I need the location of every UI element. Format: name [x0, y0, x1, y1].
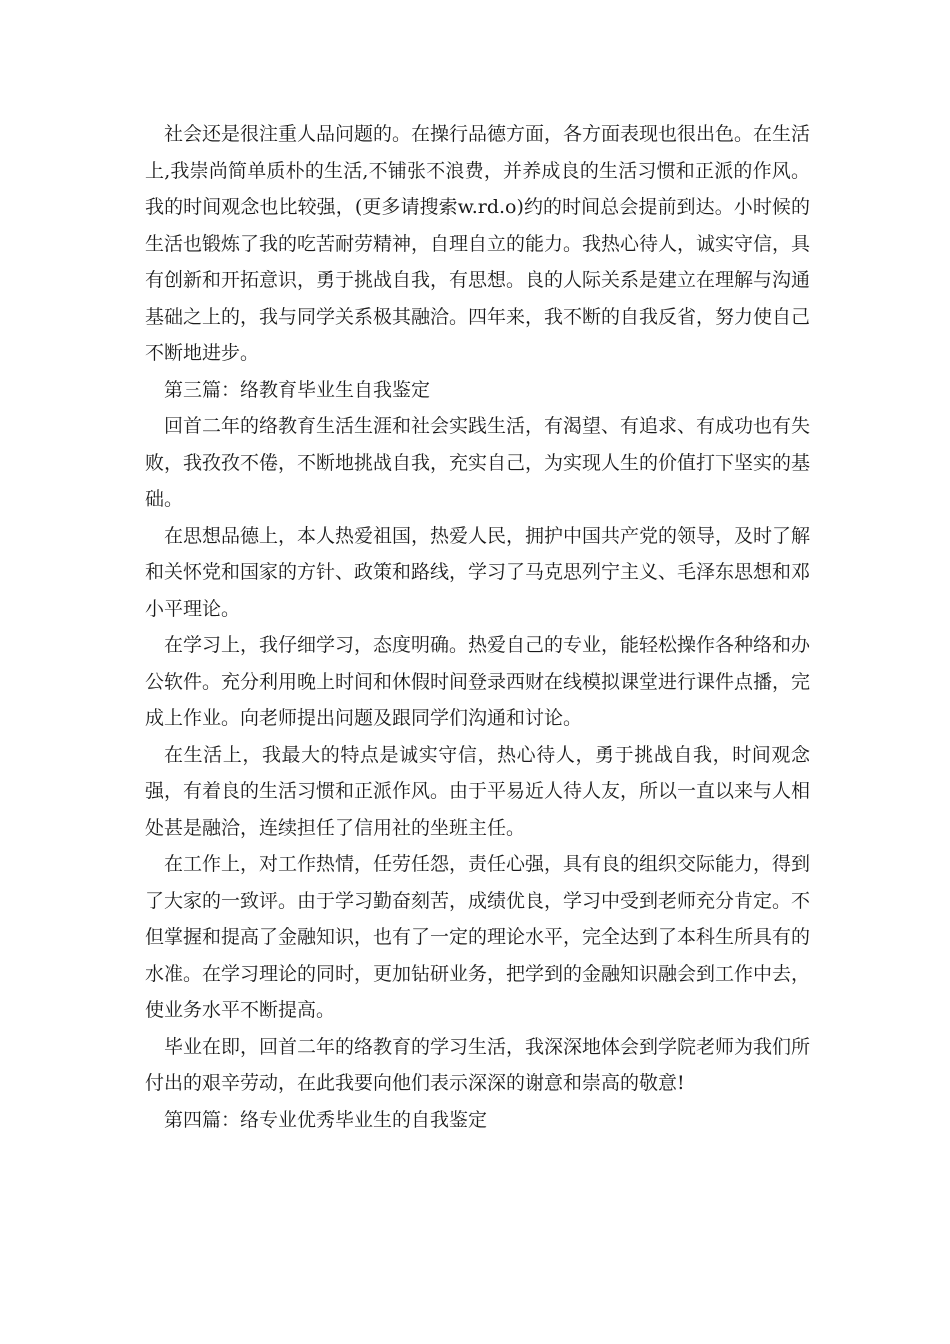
document-body [145, 116, 810, 1138]
section-heading-4: 第四篇：络专业优秀毕业生的自我鉴定 [164, 1108, 488, 1131]
paragraph-ideology: 在思想品德上，本人热爱祖国，热爱人民，拥护中国共产党的领导，及时了解和关怀党和国家的方针、政策和路线，学习了马克思列宁主义、毛泽东思想和邓小平理论。 [145, 524, 811, 620]
paragraph-intro: 回首二年的络教育生活生涯和社会实践生活，有渴望、有追求、有成功也有失败，我孜孜不倦，不断地挑战自我，充实自己，为实现人生的价值打下坚实的基础。 [145, 415, 811, 510]
paragraph-life: 在生活上，我最大的特点是诚实守信，热心待人，勇于挑战自我，时间观念强，有着良的生活习惯和正派作风。由于平易近人待人友，所以一直以来与人相处甚是融洽，连续担任了信用社的坐班主任。 [145, 743, 811, 839]
paragraph-study: 在学习上，我仔细学习，态度明确。热爱自己的专业，能轻松操作各种络和办公软件。充分利用晚上时间和休假时间登录西财在线模拟课堂进行课件点播，完成上作业。向老师提出问题及跟同学们沟通和讨论。 [145, 634, 811, 729]
paragraph-character: 社会还是很注重人品问题的。在操行品德方面，各方面表现也很出色。在生活上,我崇尚简单质朴的生活,不铺张不浪费，并养成良的生活习惯和正派的作风。我的时间观念也比较强，(更多请搜索w.rd.o)约的时间总会提前到达。小时候的生活也锻炼了我的吃苦耐劳精神，自理自立的能力。我热心待人，诚实守信，具有创新和开拓意识，勇于挑战自我，有思想。良的人际关系是建立在理解与沟通基础之上的，我与同学关系极其融洽。四年来，我不断的自我反省，努力使自己不断地进步。 [145, 123, 811, 364]
paragraph-work: 在工作上，对工作热情，任劳任怨，责任心强，具有良的组织交际能力，得到了大家的一致评。由于学习勤奋刻苦，成绩优良，学习中受到老师充分肯定。不但掌握和提高了金融知识，也有了一定的理论水平，完全达到了本科生所具有的水准。在学习理论的同时，更加钻研业务，把学到的金融知识融会到工作中去，使业务水平不断提高。 [145, 853, 811, 1021]
paragraph-closing: 毕业在即，回首二年的络教育的学习生活，我深深地体会到学院老师为我们所付出的艰辛劳动，在此我要向他们表示深深的谢意和崇高的敬意! [145, 1035, 811, 1094]
section-heading-3: 第三篇：络教育毕业生自我鉴定 [164, 378, 431, 401]
